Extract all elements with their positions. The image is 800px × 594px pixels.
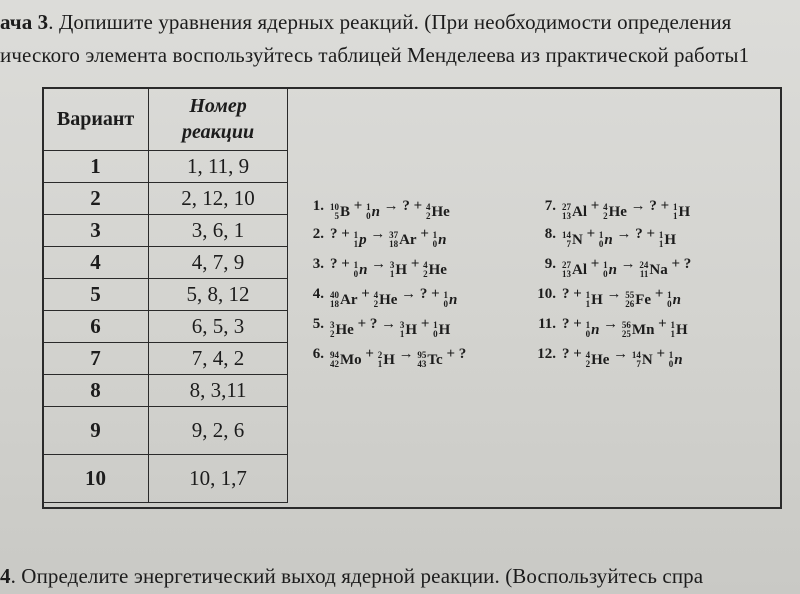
table-row: 3 3, 6, 1 (43, 215, 288, 247)
reaction-number-column-header: Номер реакции (149, 88, 288, 151)
table-row: 1 1, 11, 9 (43, 151, 288, 183)
variants-table (42, 87, 288, 503)
task-3-heading: ача 3. Допишите уравнения ядерных реакций. (При необходимости определения (0, 10, 732, 34)
table-row: 10 10, 1,7 (43, 455, 288, 503)
reaction-8: 8. 14 7 N + 1 0 n → ? + 1 1 H (544, 226, 676, 249)
table-row: 4 4, 7, 9 (43, 247, 288, 279)
variant-column-header: Вариант (43, 88, 149, 151)
reaction-12: 12. ? + 4 2 He → 14 7 N + 1 0 n (537, 346, 683, 369)
table-row: 9 9, 2, 6 (43, 407, 288, 455)
reaction-10: 10. ? + 1 1 H → 55 26 Fe + 1 0 n (537, 286, 681, 309)
reaction-3: 3. ? + 1 0 n → 3 1 H + 4 2 He (312, 256, 447, 279)
reaction-2: 2. ? + 1 1 p → 37 18 Ar + 1 0 n (312, 226, 447, 249)
reaction-1: 1. 10 5 B + 1 0 n → ? + 4 2 He (312, 198, 450, 221)
table-header-row (43, 88, 288, 151)
reaction-11: 11. ? + 1 0 n → 56 25 Mn + 1 1 H (538, 316, 688, 339)
reaction-6: 6. 94 42 Mo + 2 1 H → 95 43 Tc + ? (312, 346, 467, 369)
reaction-5: 5. 3 2 He + ? → 3 1 H + 1 0 H (312, 316, 451, 339)
task-4-heading: 4. Определите энергетический выход ядерной реакции. (Воспользуйтесь спра (0, 564, 704, 588)
table-row: 5 5, 8, 12 (43, 279, 288, 311)
table-row: 7 7, 4, 2 (43, 343, 288, 375)
reaction-9: 9. 27 13 Al + 1 0 n → 24 11 Na + ? (544, 256, 692, 279)
table-row: 2 2, 12, 10 (43, 183, 288, 215)
reaction-4: 4. 40 18 Ar + 4 2 He → ? + 1 0 n (312, 286, 458, 309)
table-row: 8 8, 3,11 (43, 375, 288, 407)
table-row: 6 6, 5, 3 (43, 311, 288, 343)
reaction-7: 7. 27 13 Al + 4 2 He → ? + 1 1 H (544, 198, 691, 221)
task-3-heading-continued: ического элемента воспользуйтесь таблицей Менделеева из практической работы1 (0, 43, 750, 67)
